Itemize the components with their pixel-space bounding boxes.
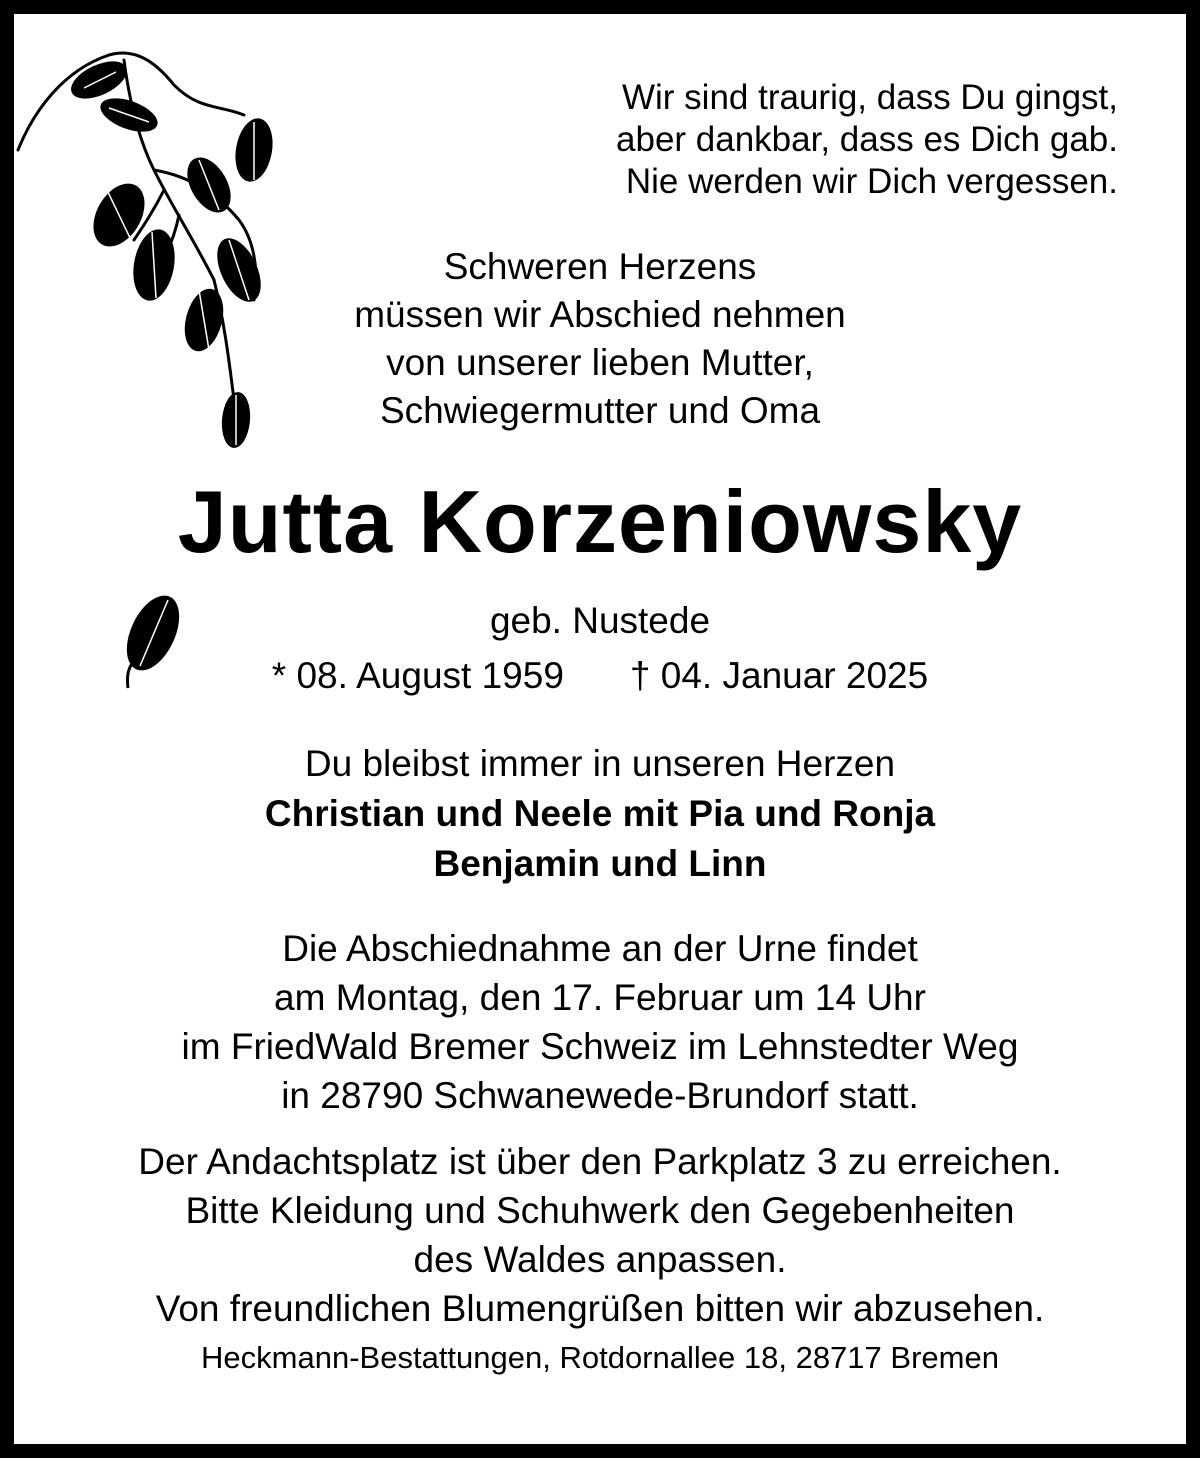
ceremony-line: am Montag, den 17. Februar um 14 Uhr (274, 977, 926, 1018)
family-names: Christian und Neele mit Pia und Ronja (264, 793, 936, 834)
note-line: Der Andachtsplatz ist über den Parkplatz 3 zu erreichen. (138, 1141, 1062, 1182)
note-line: des Waldes anpassen. (413, 1239, 787, 1280)
intro-line: müssen wir Abschied nehmen (354, 294, 846, 335)
quote-line: Nie werden wir Dich vergessen. (625, 162, 1118, 201)
deceased-name: Jutta Korzeniowsky (177, 472, 1023, 571)
intro-line: Schweren Herzens (443, 246, 757, 287)
quote-line: aber dankbar, dass es Dich gab. (616, 120, 1118, 159)
birth-date: * 08. August 1959 (271, 655, 564, 696)
note-line: Von freundlichen Blumengrüßen bitten wir abzusehen. (155, 1288, 1045, 1329)
ceremony-line: in 28790 Schwanewede-Brundorf statt. (281, 1075, 919, 1116)
family-intro: Du bleibst immer in unseren Herzen (304, 743, 896, 784)
family-names: Benjamin und Linn (433, 843, 767, 884)
quote-line: Wir sind traurig, dass Du gingst, (621, 78, 1118, 117)
death-date: † 04. Januar 2025 (629, 655, 929, 696)
maiden-name: geb. Nustede (489, 600, 711, 641)
ceremony-line: im FriedWald Bremer Schweiz im Lehnstedter Weg (181, 1026, 1019, 1067)
intro-line: von unserer lieben Mutter, (386, 342, 814, 383)
note-line: Bitte Kleidung und Schuhwerk den Gegebenheiten (185, 1190, 1015, 1231)
funeral-home-footer: Heckmann-Bestattungen, Rotdornallee 18, 28717 Bremen (201, 1340, 999, 1375)
intro-line: Schwiegermutter und Oma (379, 390, 821, 431)
life-dates (0, 657, 1200, 694)
ceremony-line: Die Abschiednahme an der Urne findet (282, 928, 918, 969)
